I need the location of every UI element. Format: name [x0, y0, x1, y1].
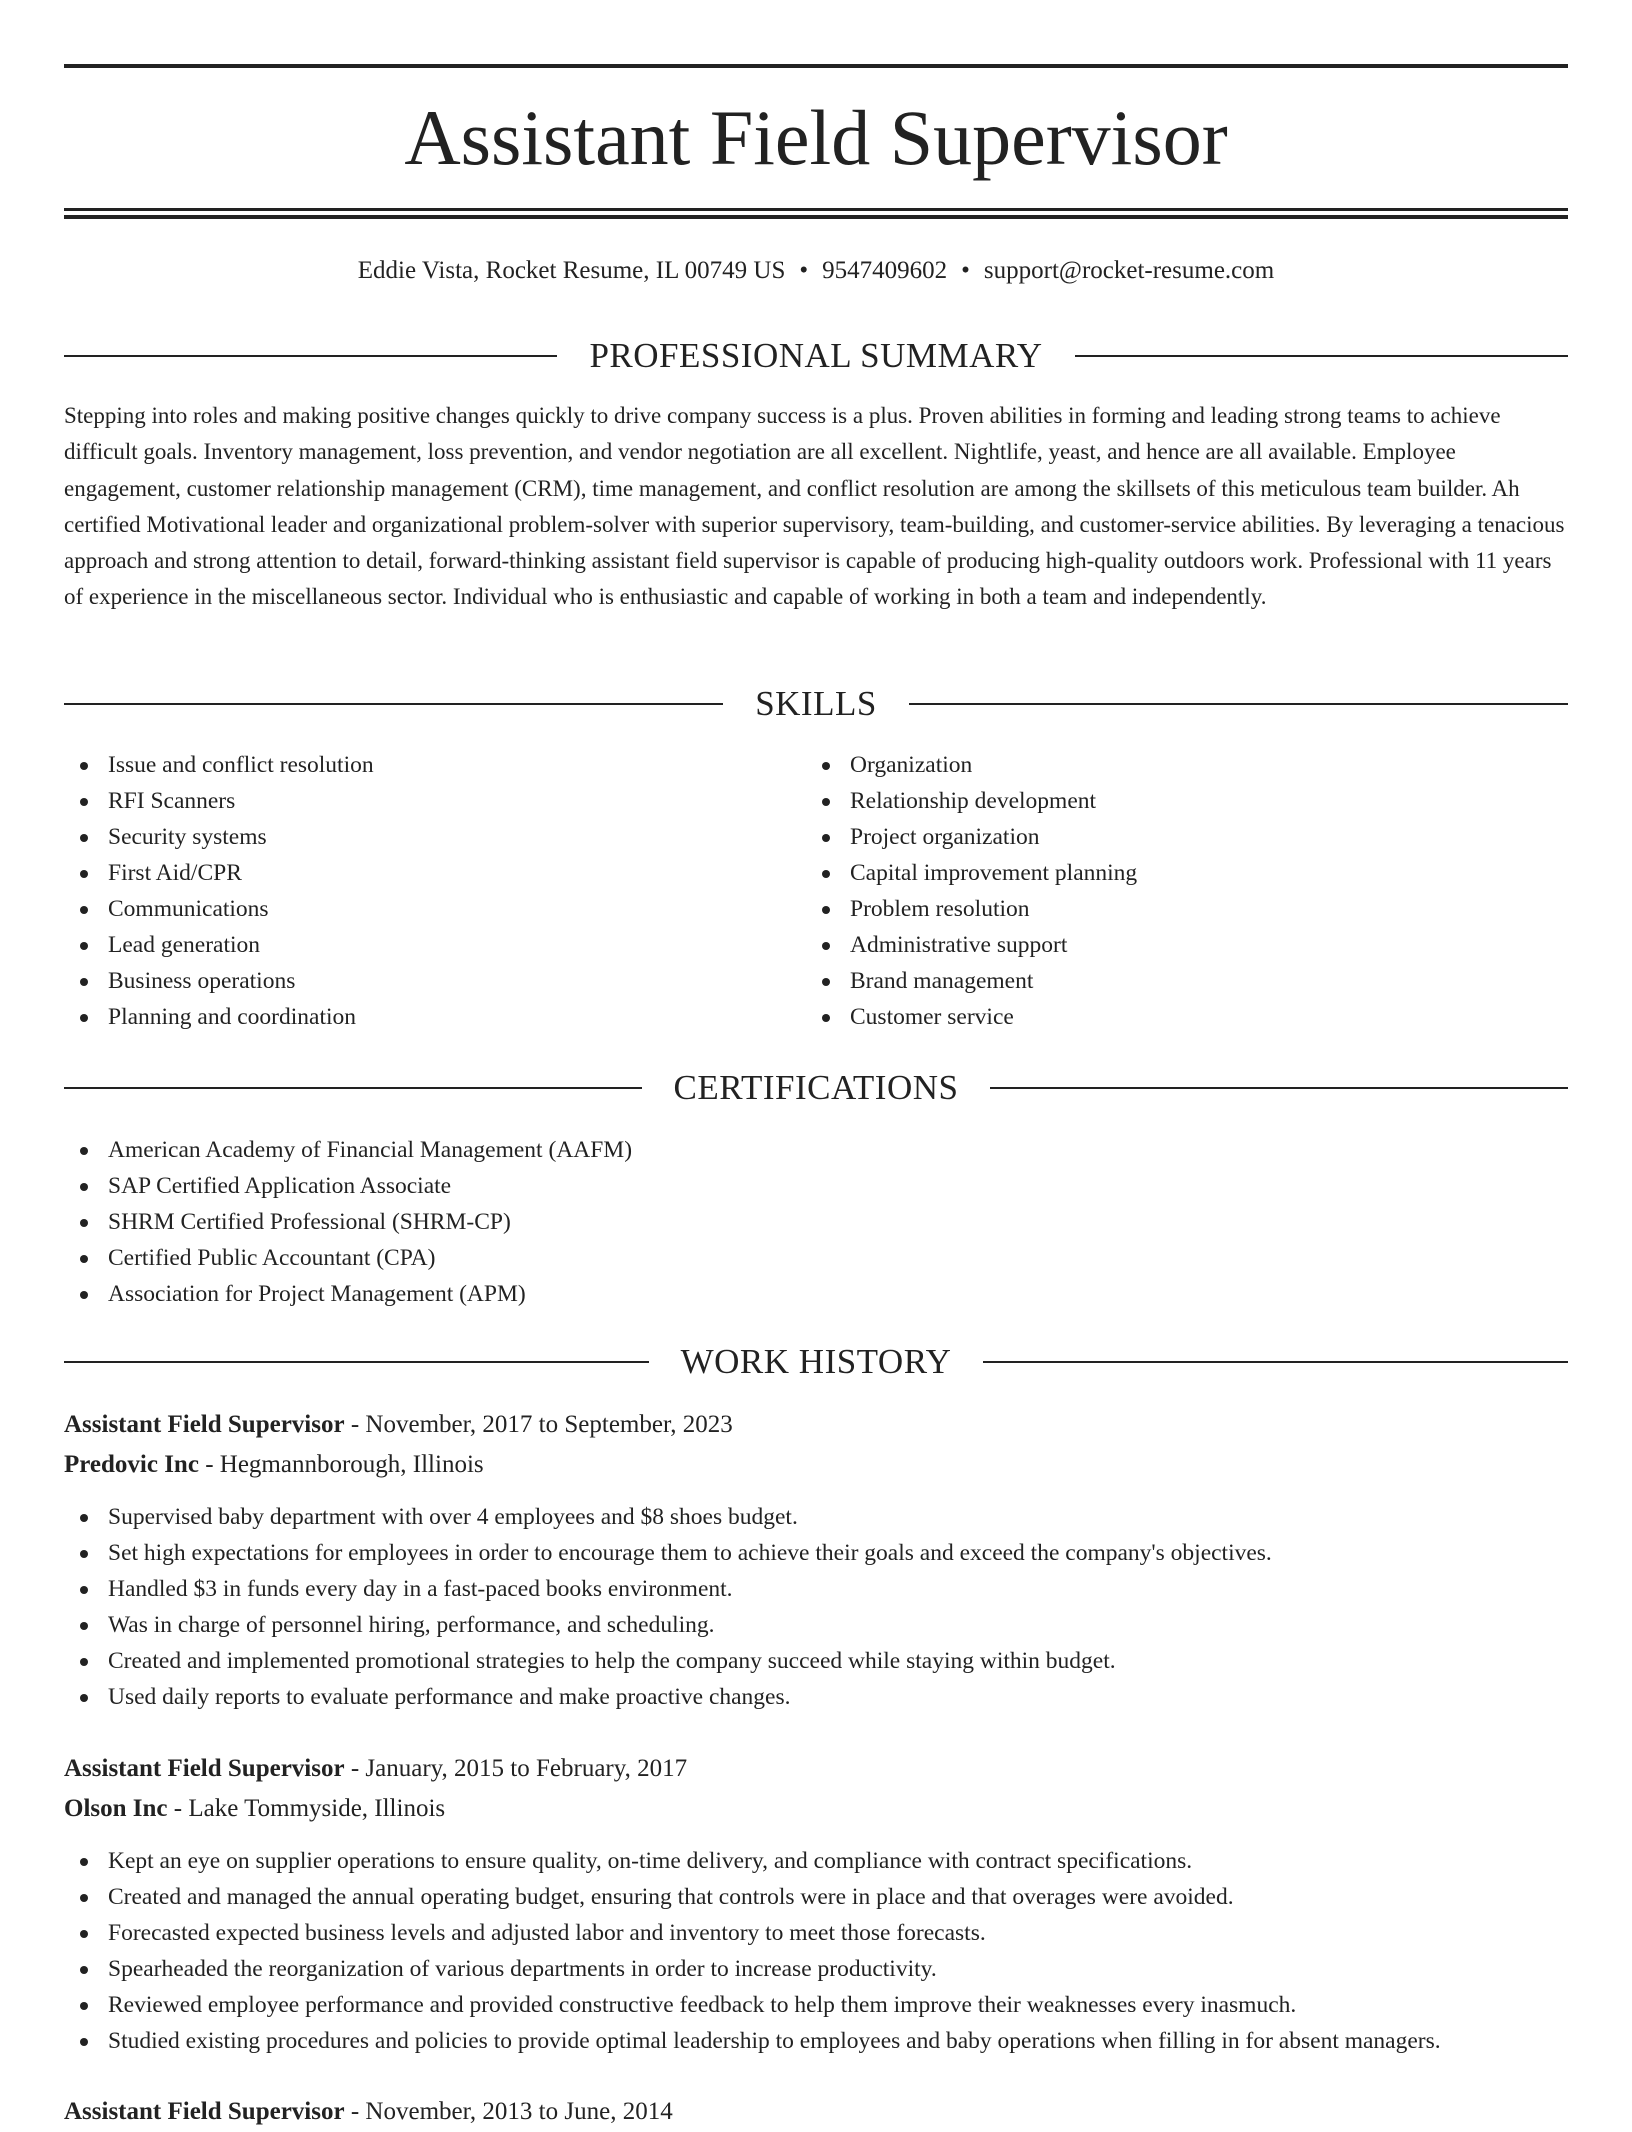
skills-list-right: [806, 747, 1546, 1035]
skill-item: Organization: [806, 747, 1546, 783]
job-title: Assistant Field Supervisor: [64, 2098, 345, 2125]
skill-item: First Aid/CPR: [64, 855, 804, 891]
section-title: WORK HISTORY: [680, 1342, 952, 1381]
heading-rule-right: [990, 1087, 1568, 1089]
contact-phone: 9547409602: [822, 257, 948, 284]
certification-item: Association for Project Management (APM): [64, 1276, 1568, 1312]
skill-item: Customer service: [806, 999, 1546, 1035]
job-company-line: [64, 1789, 1568, 1829]
job-bullet: Created and managed the annual operating budget, ensuring that controls were in place and that overages were avoided.: [64, 1879, 1568, 1915]
job-title: Assistant Field Supervisor: [64, 1411, 345, 1438]
section-heading-work-history: [64, 1340, 1568, 1384]
skill-item: Planning and coordination: [64, 999, 804, 1035]
section-heading-skills: [64, 682, 1568, 726]
heading-rule-right: [1075, 355, 1568, 357]
certification-item: American Academy of Financial Management (AAFM): [64, 1132, 1568, 1168]
job-bullet: Spearheaded the reorganization of various departments in order to increase productivity.: [64, 1951, 1568, 1987]
job-company-line: [64, 1445, 1568, 1485]
job-title-line: [64, 2092, 1568, 2132]
skill-item: Project organization: [806, 819, 1546, 855]
skill-item: Relationship development: [806, 783, 1546, 819]
job-dates: - January, 2015 to February, 2017: [344, 1755, 688, 1782]
contact-address: Eddie Vista, Rocket Resume, IL 00749 US: [357, 257, 786, 284]
job-company: Predovic Inc: [64, 1451, 199, 1478]
heading-rule-left: [64, 703, 723, 705]
section-title: SKILLS: [755, 684, 877, 723]
section-title: CERTIFICATIONS: [673, 1068, 959, 1107]
job-title: Assistant Field Supervisor: [64, 1755, 345, 1782]
contact-separator: •: [961, 257, 970, 284]
section-heading-certifications: [64, 1066, 1568, 1110]
skill-item: Communications: [64, 891, 804, 927]
job-location: - Lake Tommyside, Illinois: [167, 1795, 446, 1822]
contact-separator: •: [799, 257, 809, 284]
job-bullet: Created and implemented promotional strategies to help the company succeed while staying within budget.: [64, 1643, 1568, 1679]
skill-item: Lead generation: [64, 927, 804, 963]
title-double-rule: [64, 208, 1568, 219]
heading-rule-right: [909, 703, 1568, 705]
job-bullet: Handled $3 in funds every day in a fast-paced books environment.: [64, 1571, 1568, 1607]
skills-list-left: [64, 747, 804, 1035]
top-rule: [64, 64, 1568, 68]
certification-item: SAP Certified Application Associate: [64, 1168, 1568, 1204]
job-title-line: [64, 1405, 1568, 1445]
skill-item: RFI Scanners: [64, 783, 804, 819]
heading-rule-right: [983, 1361, 1568, 1363]
certification-item: Certified Public Accountant (CPA): [64, 1240, 1568, 1276]
job-bullets: [64, 1499, 1568, 1715]
job-bullet: Supervised baby department with over 4 employees and $8 shoes budget.: [64, 1499, 1568, 1535]
job-bullet: Set high expectations for employees in order to encourage them to achieve their goals and exceed the company's objectives.: [64, 1535, 1568, 1571]
certifications-list: [64, 1132, 1568, 1312]
job-bullet: Kept an eye on supplier operations to ensure quality, on-time delivery, and compliance with contract specifications.: [64, 1843, 1568, 1879]
job-bullet: Forecasted expected business levels and adjusted labor and inventory to meet those forecasts.: [64, 1915, 1568, 1951]
contact-email: support@rocket-resume.com: [983, 257, 1275, 284]
heading-rule-left: [64, 1361, 649, 1363]
skill-item: Capital improvement planning: [806, 855, 1546, 891]
job-title-line: [64, 1749, 1568, 1789]
heading-rule-left: [64, 355, 557, 357]
job-bullet: Studied existing procedures and policies to provide optimal leadership to employees and baby operations when filling in for absent managers.: [64, 2023, 1568, 2059]
job-bullets: [64, 1843, 1568, 2059]
skill-item: Brand management: [806, 963, 1546, 999]
job-company: Olson Inc: [64, 1795, 168, 1822]
job-bullet: Reviewed employee performance and provided constructive feedback to help them improve their weaknesses every inasmuch.: [64, 1987, 1568, 2023]
skill-item: Security systems: [64, 819, 804, 855]
job-bullet: Was in charge of personnel hiring, performance, and scheduling.: [64, 1607, 1568, 1643]
page-title: Assistant Field Supervisor: [404, 94, 1228, 181]
certification-item: SHRM Certified Professional (SHRM-CP): [64, 1204, 1568, 1240]
section-heading-summary: [64, 334, 1568, 378]
job-bullet: Used daily reports to evaluate performance and make proactive changes.: [64, 1679, 1568, 1715]
contact-line: [64, 253, 1568, 289]
heading-rule-left: [64, 1087, 642, 1089]
section-title: PROFESSIONAL SUMMARY: [589, 336, 1043, 375]
job-dates: - November, 2013 to June, 2014: [344, 2098, 673, 2125]
job-dates: - November, 2017 to September, 2023: [344, 1411, 733, 1438]
skill-item: Administrative support: [806, 927, 1546, 963]
job-location: - Hegmannborough, Illinois: [198, 1451, 484, 1478]
skill-item: Issue and conflict resolution: [64, 747, 804, 783]
skill-item: Problem resolution: [806, 891, 1546, 927]
summary-text: Stepping into roles and making positive changes quickly to drive company success is a plus. Proven abilities in forming and leading strong teams to achieve difficult goals. Inventory management, loss prevention, and vendor negotiation are all excellent. Nightlife, yeast, and hence are all available. Employee engagement, customer relationship management (CRM), time management, and conflict resolution are among the skillsets of this meticulous team builder. Ah certified Motivational leader and organizational problem-solver with superior supervisory, team-building, and customer-service abilities. By leveraging a tenacious approach and strong attention to detail, forward-thinking assistant field supervisor is capable of producing high-quality outdoors work. Professional with 11 years of experience in the miscellaneous sector. Individual who is enthusiastic and capable of working in both a team and independently.: [64, 403, 1565, 610]
skill-item: Business operations: [64, 963, 804, 999]
